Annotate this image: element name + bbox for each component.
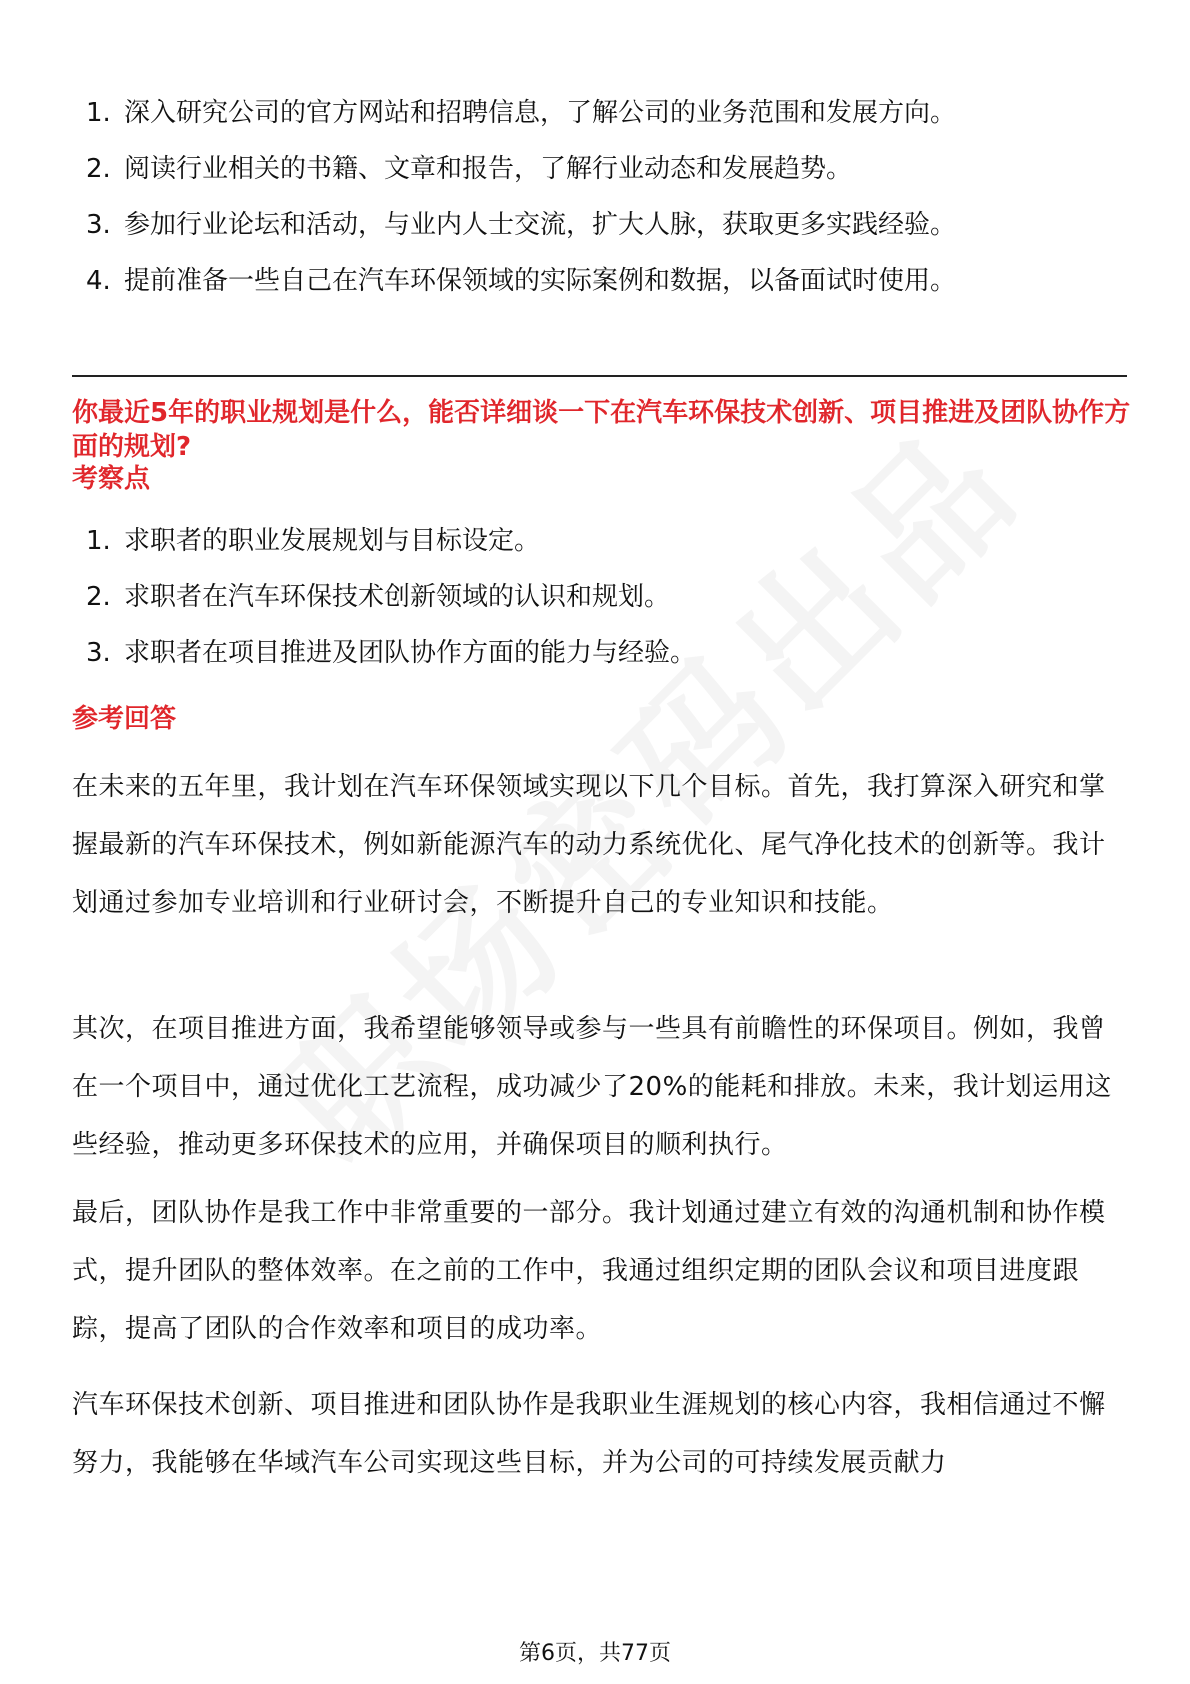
list-item: 2. 求职者在汽车环保技术创新领域的认识和规划。 <box>86 582 671 612</box>
list-item: 3. 求职者在项目推进及团队协作方面的能力与经验。 <box>86 638 697 668</box>
list-item: 4. 提前准备一些自己在汽车环保领域的实际案例和数据，以备面试时使用。 <box>86 266 957 296</box>
list-item: 3. 参加行业论坛和活动，与业内人士交流，扩大人脉，获取更多实践经验。 <box>86 210 957 240</box>
answer-paragraph: 汽车环保技术创新、项目推进和团队协作是我职业生涯规划的核心内容，我相信通过不懈努力，我能够在华域汽车公司实现这些目标，并为公司的可持续发展贡献力 <box>72 1390 1106 1478</box>
list-item-text: 参加行业论坛和活动，与业内人士交流，扩大人脉，获取更多实践经验。 <box>124 210 957 240</box>
list-item-text: 求职者在汽车环保技术创新领域的认识和规划。 <box>124 582 671 612</box>
question-heading: 你最近5年的职业规划是什么，能否详细谈一下在汽车环保技术创新、项目推进及团队协作方面的规划? <box>72 398 1131 462</box>
answer-paragraph: 其次，在项目推进方面，我希望能够领导或参与一些具有前瞻性的环保项目。例如，我曾在一个项目中，通过优化工艺流程，成功减少了20%的能耗和排放。未来，我计划运用这些经验，推动更多环保技术的应用，并确保项目的顺利执行。 <box>72 1014 1112 1160</box>
points-list <box>86 524 1126 692</box>
list-item: 1. 深入研究公司的官方网站和招聘信息，了解公司的业务范围和发展方向。 <box>86 98 957 128</box>
list-item-text: 求职者的职业发展规划与目标设定。 <box>124 526 541 556</box>
page-number: 第6页，共77页 <box>519 1641 671 1666</box>
points-label: 考察点 <box>72 464 151 494</box>
list-item: 2. 阅读行业相关的书籍、文章和报告，了解行业动态和发展趋势。 <box>86 154 853 184</box>
answer-paragraph: 在未来的五年里，我计划在汽车环保领域实现以下几个目标。首先，我打算深入研究和掌握最新的汽车环保技术，例如新能源汽车的动力系统优化、尾气净化技术的创新等。我计划通过参加专业培训和行业研讨会，不断提升自己的专业知识和技能。 <box>72 772 1106 918</box>
list-item-text: 阅读行业相关的书籍、文章和报告，了解行业动态和发展趋势。 <box>124 154 853 184</box>
answer-paragraph: 最后，团队协作是我工作中非常重要的一部分。我计划通过建立有效的沟通机制和协作模式，提升团队的整体效率。在之前的工作中，我通过组织定期的团队会议和项目进度跟踪，提高了团队的合作效率和项目的成功率。 <box>72 1198 1106 1344</box>
list-item: 1. 求职者的职业发展规划与目标设定。 <box>86 526 541 556</box>
answer-label: 参考回答 <box>72 704 177 734</box>
list-item-text: 提前准备一些自己在汽车环保领域的实际案例和数据，以备面试时使用。 <box>124 266 957 296</box>
intro-list <box>86 96 1126 320</box>
list-item-text: 深入研究公司的官方网站和招聘信息，了解公司的业务范围和发展方向。 <box>124 98 957 128</box>
section-divider <box>72 375 1127 377</box>
list-item-text: 求职者在项目推进及团队协作方面的能力与经验。 <box>124 638 697 668</box>
